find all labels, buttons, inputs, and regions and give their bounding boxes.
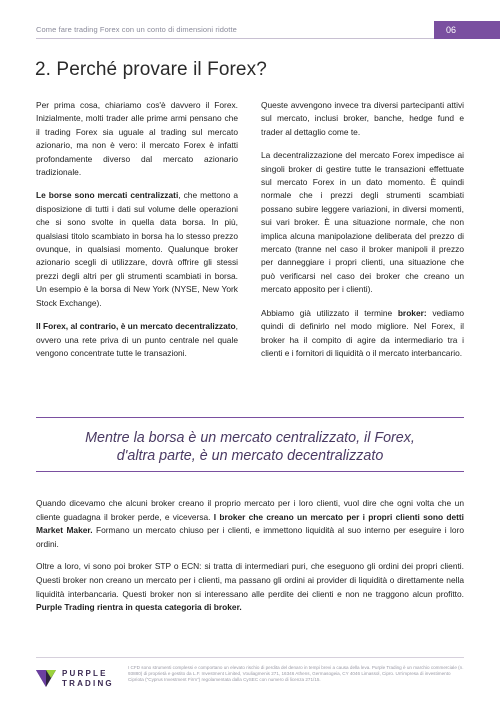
right-paragraph-3-bold: broker: [397,307,427,318]
logo-word-purple: PURPLE [62,669,108,678]
quote-rule-bottom [36,471,464,472]
body-paragraph-2-bold: Purple Trading rientra in questa categoria di broker. [36,602,242,613]
risk-disclaimer: I CFD sono strumenti complessi e comportano un elevato rischio di perdita del denaro in tempi brevi a causa della leva. Purple Trading è un marchio commerciale (n. 93880) di proprietà e gestito da L.F. Investment Limited, Vouliagmenis 271, 16346 Athens, Germasogeia, CY 4046 Limassol, Cipro. Un'impresa di investimento Cipriota ("Cyprus Investment Firm") regolamentata dalla CySEC con numero di licenza 271/15. [128,665,464,682]
purple-trading-logo [36,665,126,695]
pull-quote-line-1: Mentre la borsa è un mercato centralizzato, il Forex, [85,430,415,446]
left-paragraph-2 [36,189,238,310]
right-paragraph-3-start: Abbiamo già utilizzato il termine [261,307,398,318]
running-title: Come fare trading Forex con un conto di dimensioni ridotte [36,25,237,34]
header-divider [36,38,434,39]
body-paragraph-1-start: Quando dicevamo che alcuni broker creano il proprio mercato per i loro clienti, vuol dire che ogni volta che un cliente guadagna il broker perde, e viceversa. [36,498,464,522]
left-paragraph-3-bold: Il Forex, al contrario, è un mercato decentralizzato [36,321,236,332]
right-paragraph-3 [261,307,464,361]
left-paragraph-1: Per prima cosa, chiariamo cos'è davvero il Forex. Inizialmente, molti trader alle prime armi pensano che il trading Forex sia uguale al trading sul mercato azionario, ma non è vero: il mercato Forex è infatti profondamente diverso dal mercato azionario tradizionale. [36,100,238,178]
left-paragraph-2-text: , che mettono a disposizione di tutti i dati sul volume delle operazioni che si sono svolte in quella data borsa. In più, qualsiasi titolo scambiato in borsa ha lo stesso prezzo ovunque, in qualsiasi momento. Qualunque broker azionario scegli di utilizzare, dovrà offrire gli stessi prezzi degli altri per gli strumenti scambiati in borsa. Un esempio è la borsa di New York (NYSE, New York Stock Exchange). [36,190,238,308]
body-paragraph-2 [36,560,464,614]
body-paragraph-1-bold: I broker che creano un mercato per i propri clienti sono detti Market Maker. [36,511,465,536]
left-paragraph-2-bold: Le borse sono mercati centralizzati [36,190,179,201]
page-title: 2. Perché provare il Forex? [35,59,267,80]
pull-quote-line-2: d'altra parte, è un mercato decentralizzato [116,448,384,464]
body-paragraph-2-start: Oltre a loro, vi sono poi broker STP o ECN: si tratta di intermediari puri, che eseguono gli ordini dei propri clienti. Questi broker non creano un mercato per i clienti, ma passano gli ordini ai provider di liquidità o direttamente nella liquidità interbancaria. Questi broker non si interessano alle perdite dei clienti e non ne traggono alcun profitto. [36,561,464,599]
right-paragraph-2: La decentralizzazione del mercato Forex impedisce ai singoli broker di gestire tutte le transazioni effettuate sul mercato Forex in un dato momento. È quindi normale che i prezzi degli strumenti scambiati possano subire leggere variazioni, in diversi momenti, sui vari broker. È una situazione normale, che non implica alcuna manipolazione deliberata del prezzo di mercato (tranne nel caso il broker manipoli il prezzo per danneggiare i propri clienti, una situazione che può verificarsi nel caso dei broker che creano un mercato apposito per i clienti). [261,150,464,295]
body-text [36,497,464,624]
logo-word-trading: TRADING [62,679,114,688]
right-paragraph-1: Queste avvengono invece tra diversi partecipanti attivi sul mercato, inclusi broker, banche, hedge fund e trader al dettaglio come te. [261,100,464,137]
footer-divider [36,657,464,658]
body-paragraph-1 [36,497,464,551]
right-column [261,99,464,370]
logo-triangle-icon [36,668,56,688]
pull-quote [36,429,464,465]
page-number: 06 [434,21,500,39]
quote-rule-top [36,417,464,418]
body-paragraph-1-text: Formano un mercato chiuso per i clienti, e immettono liquidità al suo interno per eseguire i loro ordini. [36,525,464,549]
left-column [36,99,238,370]
running-header [0,21,500,39]
left-paragraph-3 [36,320,238,360]
right-paragraph-3-text: vediamo quindi di definirlo nel modo migliore. Nel Forex, il broker ha il compito di agire da intermediario tra i clienti e i fornitori di liquidità o il mercato interbancario. [261,307,464,358]
left-paragraph-3-text: , ovvero una rete priva di un punto centrale nel quale vengono concentrate tutte le transazioni. [36,321,238,358]
